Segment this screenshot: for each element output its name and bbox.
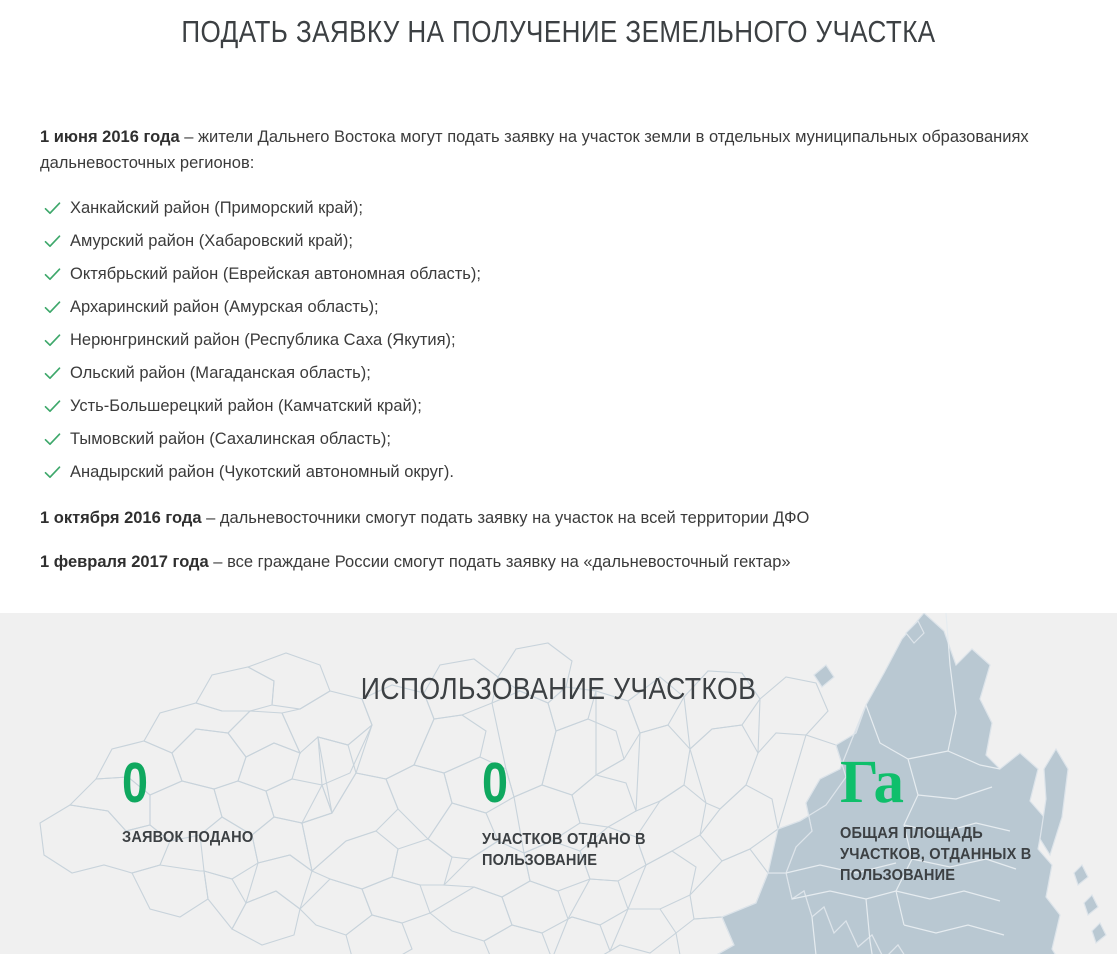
list-item: [40, 396, 1095, 417]
statistics-row: [0, 749, 1117, 953]
stat-label: ОБЩАЯ ПЛОЩАДЬ УЧАСТКОВ, ОТДАННЫХ В ПОЛЬЗОВАНИЕ: [840, 825, 1032, 884]
check-icon: [44, 398, 61, 415]
stat-value: 0: [122, 751, 148, 815]
note-text: – все граждане России смогут подать заявку на «дальневосточный гектар»: [208, 553, 791, 571]
list-item-label: Ольский район (Магаданская область);: [70, 364, 371, 382]
list-item-label: Амурский район (Хабаровский край);: [70, 232, 353, 250]
list-item: [40, 231, 1095, 252]
check-icon: [44, 365, 61, 382]
check-icon: [44, 332, 61, 349]
stat-total-area: [840, 749, 1055, 886]
list-item-label: Ханкайский район (Приморский край);: [70, 199, 363, 217]
main-content: [0, 124, 1117, 575]
note-february: [40, 549, 1095, 575]
list-item-label: Усть-Большерецкий район (Камчатский край);: [70, 397, 422, 415]
stat-label: ЗАЯВОК ПОДАНО: [122, 829, 254, 846]
list-item-label: Архаринский район (Амурская область);: [70, 298, 379, 316]
stat-value: Га: [840, 749, 904, 816]
intro-paragraph: [40, 124, 1095, 176]
check-icon: [44, 464, 61, 481]
list-item: [40, 363, 1095, 384]
note-date: 1 октября 2016 года: [40, 509, 202, 527]
list-item: [40, 198, 1095, 219]
intro-date: 1 июня 2016 года: [40, 128, 180, 146]
list-item: [40, 462, 1095, 483]
note-date: 1 февраля 2017 года: [40, 553, 209, 571]
list-item-label: Тымовский район (Сахалинская область);: [70, 430, 391, 448]
check-icon: [44, 431, 61, 448]
stat-applications-submitted: [122, 753, 422, 848]
list-item-label: Нерюнгринский район (Республика Саха (Якутия);: [70, 331, 456, 349]
region-list: [40, 198, 1095, 483]
stat-value: 0: [482, 751, 508, 815]
note-october: [40, 505, 1095, 531]
usage-statistics-section: [0, 613, 1117, 954]
list-item: [40, 429, 1095, 450]
list-item-label: Октябрьский район (Еврейская автономная область);: [70, 265, 481, 283]
intro-text: – жители Дальнего Востока могут подать заявку на участок земли в отдельных муниципальных образованиях дальневосточных регионов:: [40, 128, 1029, 172]
stat-label: УЧАСТКОВ ОТДАНО В ПОЛЬЗОВАНИЕ: [482, 831, 646, 869]
note-text: – дальневосточники смогут подать заявку на участок на всей территории ДФО: [201, 509, 810, 527]
list-item: [40, 264, 1095, 285]
check-icon: [44, 266, 61, 283]
page-title: ПОДАТЬ ЗАЯВКУ НА ПОЛУЧЕНИЕ ЗЕМЕЛЬНОГО УЧАСТКА: [181, 14, 936, 49]
check-icon: [44, 233, 61, 250]
page-header: [0, 0, 1117, 50]
list-item: [40, 330, 1095, 351]
map-section-title: ИСПОЛЬЗОВАНИЕ УЧАСТКОВ: [360, 671, 757, 706]
check-icon: [44, 200, 61, 217]
list-item-label: Анадырский район (Чукотский автономный округ).: [70, 463, 454, 481]
list-item: [40, 297, 1095, 318]
stat-plots-granted: [482, 753, 732, 871]
check-icon: [44, 299, 61, 316]
